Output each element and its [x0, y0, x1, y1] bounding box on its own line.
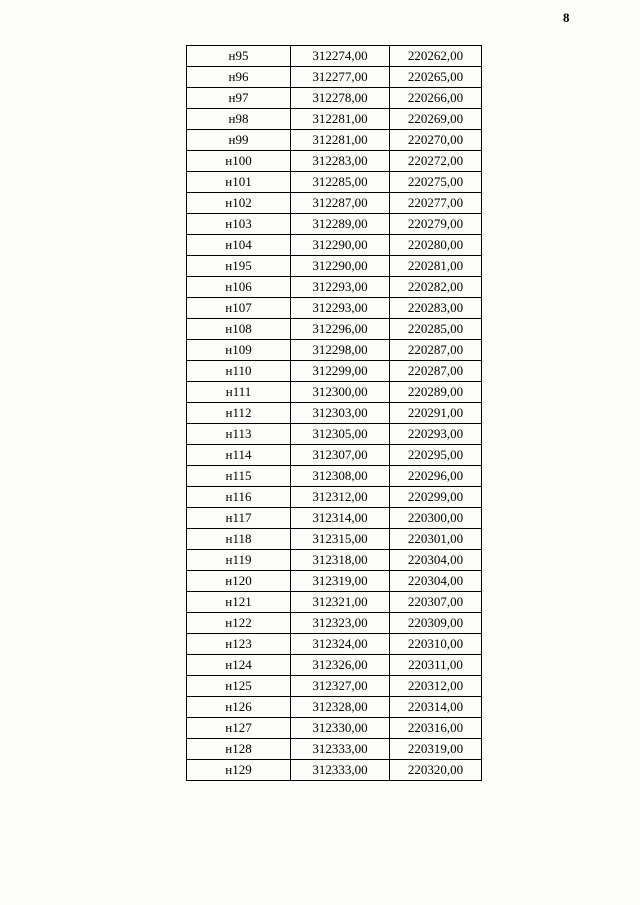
table-row — [187, 130, 482, 151]
table-row — [187, 634, 482, 655]
table-cell-x: 312281,00 — [291, 109, 390, 130]
table-cell-label: н97 — [187, 88, 291, 109]
table-cell-label: н116 — [187, 487, 291, 508]
table-cell-y: 220281,00 — [390, 256, 482, 277]
table-cell-y: 220316,00 — [390, 718, 482, 739]
table-cell-label: н107 — [187, 298, 291, 319]
table-cell-label: н95 — [187, 46, 291, 67]
table-cell-y: 220270,00 — [390, 130, 482, 151]
table-cell-label: н103 — [187, 214, 291, 235]
table-cell-y: 220299,00 — [390, 487, 482, 508]
table-cell-y: 220304,00 — [390, 571, 482, 592]
table-cell-y: 220314,00 — [390, 697, 482, 718]
table-cell-label: н100 — [187, 151, 291, 172]
table-cell-x: 312327,00 — [291, 676, 390, 697]
table-cell-x: 312308,00 — [291, 466, 390, 487]
table-cell-x: 312281,00 — [291, 130, 390, 151]
table-cell-y: 220295,00 — [390, 445, 482, 466]
table-cell-y: 220287,00 — [390, 340, 482, 361]
table-cell-label: н98 — [187, 109, 291, 130]
table-cell-y: 220312,00 — [390, 676, 482, 697]
table-cell-label: н118 — [187, 529, 291, 550]
table-row — [187, 508, 482, 529]
table-cell-x: 312321,00 — [291, 592, 390, 613]
table-cell-x: 312315,00 — [291, 529, 390, 550]
table-cell-label: н195 — [187, 256, 291, 277]
table-cell-y: 220266,00 — [390, 88, 482, 109]
table-row — [187, 172, 482, 193]
table-cell-x: 312283,00 — [291, 151, 390, 172]
table-cell-label: н123 — [187, 634, 291, 655]
table-cell-label: н114 — [187, 445, 291, 466]
table-cell-y: 220265,00 — [390, 67, 482, 88]
table-row — [187, 340, 482, 361]
table-cell-y: 220285,00 — [390, 319, 482, 340]
table-cell-label: н101 — [187, 172, 291, 193]
table-row — [187, 193, 482, 214]
table-cell-label: н113 — [187, 424, 291, 445]
table-cell-y: 220262,00 — [390, 46, 482, 67]
table-cell-y: 220296,00 — [390, 466, 482, 487]
table-cell-x: 312285,00 — [291, 172, 390, 193]
table-cell-x: 312307,00 — [291, 445, 390, 466]
table-cell-x: 312300,00 — [291, 382, 390, 403]
table-cell-y: 220304,00 — [390, 550, 482, 571]
table-cell-x: 312333,00 — [291, 739, 390, 760]
table-cell-label: н120 — [187, 571, 291, 592]
table-cell-x: 312328,00 — [291, 697, 390, 718]
table-row — [187, 319, 482, 340]
table-row — [187, 235, 482, 256]
table-cell-x: 312319,00 — [291, 571, 390, 592]
table-row — [187, 424, 482, 445]
table-cell-y: 220283,00 — [390, 298, 482, 319]
table-row — [187, 592, 482, 613]
table-cell-label: н112 — [187, 403, 291, 424]
table-row — [187, 403, 482, 424]
table-row — [187, 676, 482, 697]
table-cell-label: н119 — [187, 550, 291, 571]
table-cell-label: н128 — [187, 739, 291, 760]
table-cell-y: 220275,00 — [390, 172, 482, 193]
table-row — [187, 571, 482, 592]
table-cell-y: 220301,00 — [390, 529, 482, 550]
coordinates-table-body — [187, 46, 482, 781]
table-cell-y: 220311,00 — [390, 655, 482, 676]
table-cell-x: 312296,00 — [291, 319, 390, 340]
table-cell-x: 312289,00 — [291, 214, 390, 235]
table-row — [187, 739, 482, 760]
table-cell-label: н122 — [187, 613, 291, 634]
table-cell-y: 220277,00 — [390, 193, 482, 214]
table-row — [187, 445, 482, 466]
table-row — [187, 613, 482, 634]
table-cell-x: 312290,00 — [291, 256, 390, 277]
table-cell-label: н125 — [187, 676, 291, 697]
table-cell-x: 312330,00 — [291, 718, 390, 739]
table-cell-x: 312303,00 — [291, 403, 390, 424]
table-row — [187, 361, 482, 382]
table-cell-label: н102 — [187, 193, 291, 214]
table-cell-label: н96 — [187, 67, 291, 88]
table-row — [187, 487, 482, 508]
table-cell-x: 312293,00 — [291, 298, 390, 319]
table-cell-label: н108 — [187, 319, 291, 340]
table-cell-label: н127 — [187, 718, 291, 739]
table-row — [187, 256, 482, 277]
table-row — [187, 697, 482, 718]
table-cell-label: н111 — [187, 382, 291, 403]
table-row — [187, 214, 482, 235]
table-cell-label: н115 — [187, 466, 291, 487]
table-cell-x: 312333,00 — [291, 760, 390, 781]
table-cell-label: н106 — [187, 277, 291, 298]
table-cell-label: н121 — [187, 592, 291, 613]
table-row — [187, 151, 482, 172]
table-cell-y: 220279,00 — [390, 214, 482, 235]
table-cell-y: 220320,00 — [390, 760, 482, 781]
table-cell-label: н117 — [187, 508, 291, 529]
table-cell-y: 220319,00 — [390, 739, 482, 760]
table-row — [187, 655, 482, 676]
table-cell-x: 312277,00 — [291, 67, 390, 88]
table-cell-y: 220309,00 — [390, 613, 482, 634]
table-cell-y: 220300,00 — [390, 508, 482, 529]
table-cell-x: 312305,00 — [291, 424, 390, 445]
table-row — [187, 88, 482, 109]
table-cell-x: 312278,00 — [291, 88, 390, 109]
table-row — [187, 529, 482, 550]
table-cell-x: 312290,00 — [291, 235, 390, 256]
table-cell-label: н99 — [187, 130, 291, 151]
table-cell-y: 220307,00 — [390, 592, 482, 613]
table-cell-x: 312323,00 — [291, 613, 390, 634]
table-row — [187, 382, 482, 403]
table-row — [187, 466, 482, 487]
table-row — [187, 760, 482, 781]
table-cell-y: 220269,00 — [390, 109, 482, 130]
table-cell-label: н129 — [187, 760, 291, 781]
table-row — [187, 718, 482, 739]
table-cell-x: 312299,00 — [291, 361, 390, 382]
table-cell-y: 220282,00 — [390, 277, 482, 298]
page-number: 8 — [563, 10, 571, 25]
table-cell-x: 312324,00 — [291, 634, 390, 655]
table-cell-x: 312298,00 — [291, 340, 390, 361]
coordinates-table — [186, 45, 482, 781]
table-cell-y: 220310,00 — [390, 634, 482, 655]
table-cell-x: 312293,00 — [291, 277, 390, 298]
table-cell-y: 220280,00 — [390, 235, 482, 256]
table-row — [187, 109, 482, 130]
table-row — [187, 67, 482, 88]
table-cell-y: 220293,00 — [390, 424, 482, 445]
table-cell-y: 220291,00 — [390, 403, 482, 424]
table-row — [187, 298, 482, 319]
table-cell-y: 220289,00 — [390, 382, 482, 403]
table-cell-label: н109 — [187, 340, 291, 361]
table-row — [187, 46, 482, 67]
table-cell-label: н104 — [187, 235, 291, 256]
table-cell-x: 312287,00 — [291, 193, 390, 214]
table-cell-label: н124 — [187, 655, 291, 676]
table-cell-y: 220272,00 — [390, 151, 482, 172]
table-cell-x: 312314,00 — [291, 508, 390, 529]
table-row — [187, 550, 482, 571]
table-cell-x: 312274,00 — [291, 46, 390, 67]
table-cell-y: 220287,00 — [390, 361, 482, 382]
table-cell-label: н126 — [187, 697, 291, 718]
table-cell-x: 312312,00 — [291, 487, 390, 508]
table-cell-label: н110 — [187, 361, 291, 382]
table-row — [187, 277, 482, 298]
table-cell-x: 312318,00 — [291, 550, 390, 571]
table-cell-x: 312326,00 — [291, 655, 390, 676]
